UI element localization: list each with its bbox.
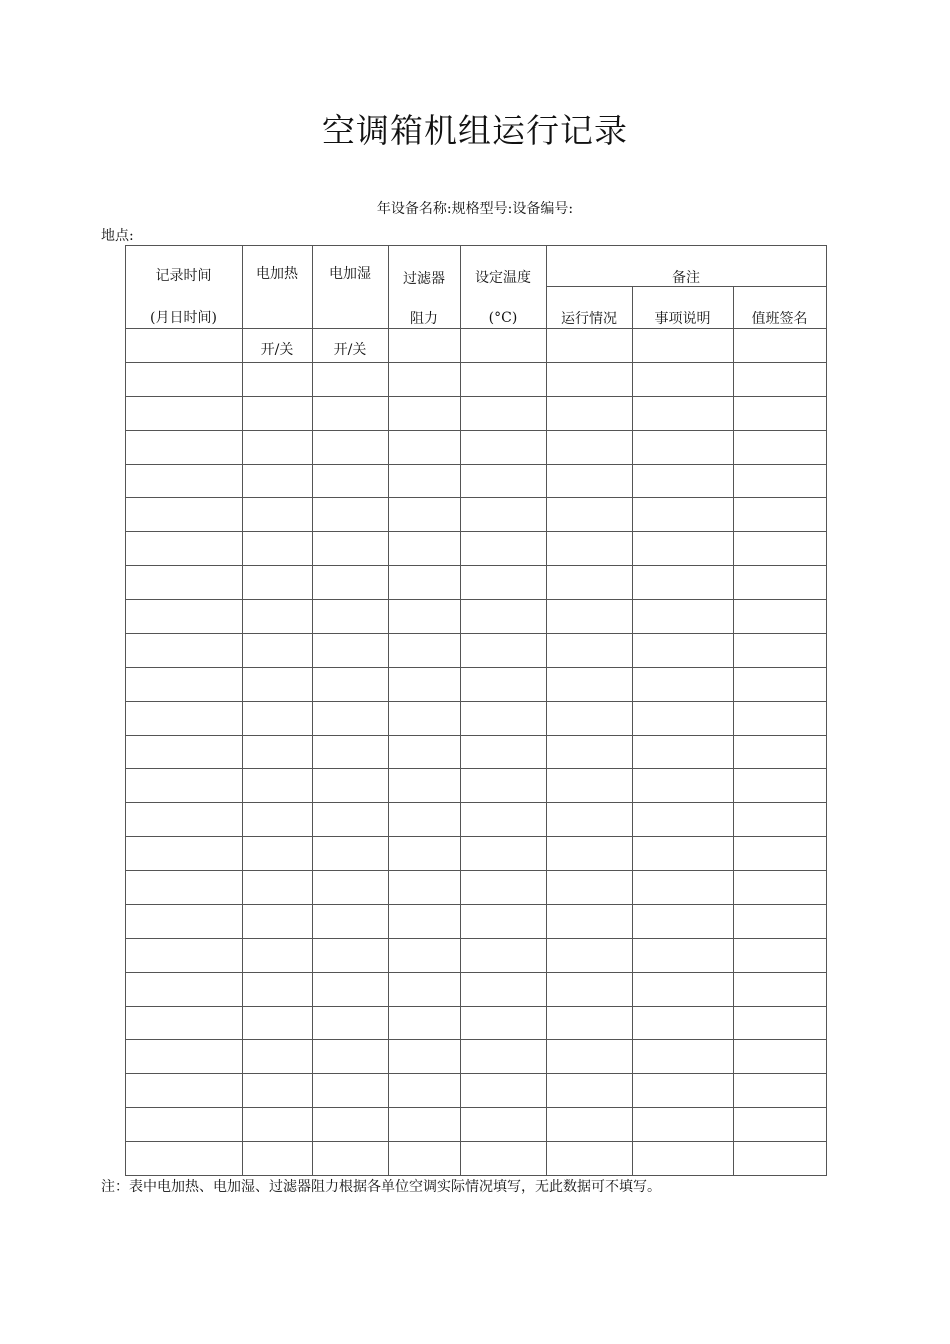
table-border-right	[826, 245, 827, 1176]
footnote: 注：表中电加热、电加湿、过滤器阻力根据各单位空调实际情况填写，无此数据可不填写。	[101, 1179, 661, 1195]
row-divider	[125, 430, 827, 431]
row-divider	[125, 1039, 827, 1040]
row-divider	[125, 802, 827, 803]
header-electric-heating-unit: 开/关	[260, 342, 294, 358]
row-divider	[125, 768, 827, 769]
row-divider	[125, 565, 827, 566]
row-divider	[125, 972, 827, 973]
column-divider	[460, 245, 461, 1176]
header-electric-humidifying-unit: 开/关	[333, 342, 367, 358]
header-item-description: 事项说明	[654, 311, 711, 327]
row-divider	[125, 633, 827, 634]
record-table	[125, 245, 826, 1175]
header-filter-sub: 阻力	[410, 311, 438, 327]
header-electric-humidifying: 电加湿	[329, 266, 371, 282]
column-divider	[733, 286, 734, 1176]
header-record-time: 记录时间	[155, 268, 212, 284]
row-divider	[125, 396, 827, 397]
row-divider	[125, 1006, 827, 1007]
header-operation-status: 运行情况	[561, 311, 617, 327]
column-divider	[242, 245, 243, 1176]
column-divider	[312, 245, 313, 1176]
row-divider	[125, 497, 827, 498]
header-filter: 过滤器	[403, 271, 445, 287]
column-divider	[388, 245, 389, 1176]
table-border-top	[125, 245, 827, 246]
remarks-subheader-line	[546, 286, 827, 287]
row-divider	[125, 531, 827, 532]
row-divider	[125, 904, 827, 905]
table-border-bottom	[125, 1175, 827, 1176]
column-divider	[632, 286, 633, 1176]
row-divider	[125, 1073, 827, 1074]
row-divider	[125, 938, 827, 939]
header-electric-heating: 电加热	[256, 266, 298, 282]
header-duty-signature: 值班签名	[751, 311, 808, 327]
row-divider	[125, 362, 827, 363]
row-divider	[125, 464, 827, 465]
location-label: 地点:	[101, 228, 134, 244]
row-divider	[125, 836, 827, 837]
header-set-temperature: 设定温度	[475, 270, 531, 286]
header-record-time-sub: (月日时间)	[150, 310, 217, 326]
column-divider	[546, 245, 547, 1176]
header-set-temperature-unit: (°C)	[488, 310, 518, 326]
row-divider	[125, 870, 827, 871]
equipment-meta-line: 年设备名称:规格型号:设备编号:	[376, 201, 574, 217]
row-divider	[125, 1107, 827, 1108]
row-divider	[125, 1141, 827, 1142]
row-divider	[125, 599, 827, 600]
page-title: 空调箱机组运行记录	[322, 111, 628, 150]
row-divider	[125, 701, 827, 702]
row-divider	[125, 735, 827, 736]
header-bottom-line	[125, 328, 827, 329]
table-border-left	[125, 245, 126, 1176]
header-remarks: 备注	[672, 270, 700, 286]
row-divider	[125, 667, 827, 668]
